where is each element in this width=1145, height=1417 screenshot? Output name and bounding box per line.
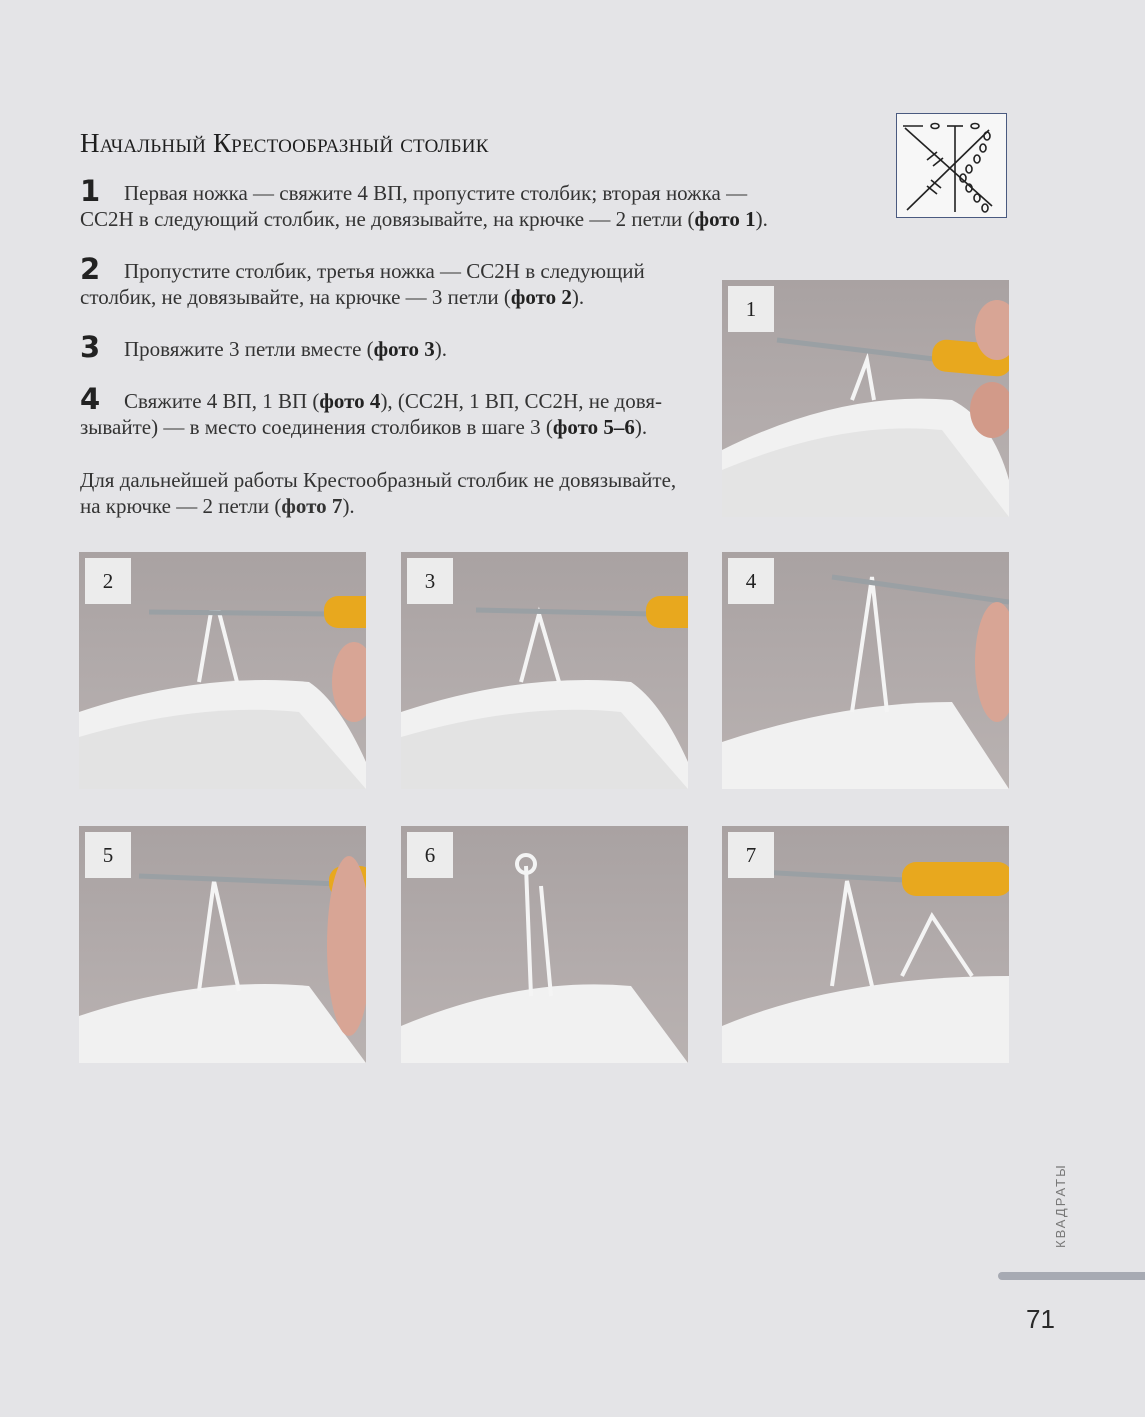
step-text-end: ). — [755, 207, 768, 231]
step-text-mid: ), (СС2Н, 1 ВП, СС2Н, не довя- — [380, 389, 662, 413]
photo-label: 1 — [728, 286, 774, 332]
step-text: Свяжите 4 ВП, 1 ВП ( — [124, 389, 320, 413]
step-text-end: ). — [634, 415, 648, 439]
photo-label: 4 — [728, 558, 774, 604]
photo-4 — [722, 552, 1009, 789]
step-text: Пропустите столбик, третья ножка — СС2Н в следующий — [124, 259, 645, 283]
step-4 — [80, 382, 662, 440]
step-number: 2 — [80, 252, 101, 286]
photo-1 — [722, 280, 1009, 517]
photo-3 — [401, 552, 688, 789]
note-end: ). — [342, 494, 355, 518]
step-number: 3 — [80, 330, 101, 364]
step-text: Первая ножка — свяжите 4 ВП, пропустите столбик; вторая ножка — — [124, 181, 748, 205]
cross-stitch-symbol — [896, 113, 1007, 218]
step-text-end: ). — [434, 337, 447, 361]
step-text: Провяжите 3 петли вместе ( — [124, 337, 374, 361]
step-number: 1 — [80, 174, 101, 208]
step-text-cont: СС2Н в следующий столбик, не довязывайте, на крючке — 2 петли ( — [80, 207, 695, 231]
photo-ref: фото 1 — [694, 207, 756, 231]
section-label: КВАДРАТЫ — [1053, 1163, 1068, 1248]
photo-ref: фото 3 — [373, 337, 435, 361]
photo-ref: фото 7 — [281, 494, 343, 518]
photo-label: 3 — [407, 558, 453, 604]
note-line: Для дальнейшей работы Крестообразный столбик не довязывайте, — [80, 468, 677, 492]
photo-6 — [401, 826, 688, 1063]
step-text-cont: столбик, не довязывайте, на крючке — 3 петли ( — [80, 285, 511, 309]
note-line: на крючке — 2 петли ( — [80, 494, 282, 518]
photo-label: 2 — [85, 558, 131, 604]
photo-2 — [79, 552, 366, 789]
note — [80, 467, 700, 519]
step-number: 4 — [80, 382, 101, 416]
step-3 — [80, 330, 447, 364]
page-number: 71 — [1026, 1304, 1055, 1334]
step-text-end: ). — [571, 285, 585, 309]
step-text-cont: зывайте) — в место соединения столбиков в шаге 3 ( — [80, 415, 553, 439]
step-1 — [80, 174, 768, 232]
step-2 — [80, 252, 645, 310]
photo-ref: фото 4 — [319, 389, 381, 413]
section-rule — [998, 1272, 1145, 1280]
photo-label: 6 — [407, 832, 453, 878]
photo-label: 7 — [728, 832, 774, 878]
photo-ref: фото 5–6 — [552, 415, 635, 439]
page-title: Начальный Крестообразный столбик — [80, 128, 489, 158]
photo-5 — [79, 826, 366, 1063]
photo-7 — [722, 826, 1009, 1063]
photo-ref: фото 2 — [510, 285, 572, 309]
photo-label: 5 — [85, 832, 131, 878]
